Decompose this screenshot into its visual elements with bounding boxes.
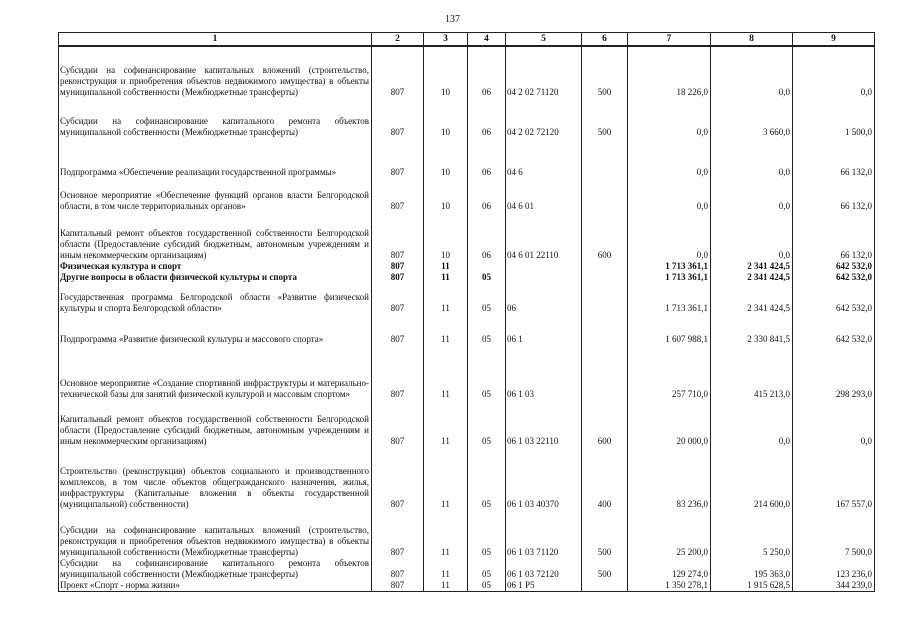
cell-item-name: Основное мероприятие «Обеспечение функций органов власти Белгородской области, в том числе территориальных органов» (59, 178, 372, 212)
cell-expense-type (582, 178, 628, 212)
cell-expense-type (582, 283, 628, 322)
cell-amount-1: 1 713 361,1 (628, 261, 711, 272)
cell-section: 11 (424, 261, 468, 272)
table-row (59, 580, 875, 592)
cell-item-name: Основное мероприятие «Создание спортивной инфраструктуры и материально-технической базы для занятий физической культурой и массовым спортом» (59, 353, 372, 400)
cell-subsection: 05 (468, 353, 506, 400)
cell-item-name: Субсидии на софинансирование капитального ремонта объектов муниципальной собственности (Межбюджетные трансферты) (59, 558, 372, 580)
cell-section: 11 (424, 283, 468, 322)
cell-item-name: Капитальный ремонт объектов государственной собственности Белгородской области (Предоставление субсидий бюджетным, автономным учреждениям и иным некоммерческим организациям) (59, 212, 372, 261)
cell-amount-2: 2 330 841,5 (711, 322, 793, 353)
cell-amount-1: 0,0 (628, 212, 711, 261)
cell-amount-2: 0,0 (711, 148, 793, 178)
cell-expense-type: 500 (582, 108, 628, 148)
cell-item-name: Субсидии на софинансирование капитальных вложений (строительство, реконструкция и приобретения объектов недвижимого имущества) в объекты муниципальной собственности (Межбюджетные трансферты) (59, 46, 372, 108)
cell-amount-2: 0,0 (711, 212, 793, 261)
table-row (59, 46, 875, 108)
cell-target-article: 06 (506, 283, 582, 322)
table-row (59, 283, 875, 322)
cell-expense-type: 600 (582, 212, 628, 261)
cell-section: 10 (424, 178, 468, 212)
cell-amount-2: 0,0 (711, 400, 793, 447)
cell-amount-1: 83 236,0 (628, 447, 711, 510)
cell-amount-1: 0,0 (628, 178, 711, 212)
table-row (59, 322, 875, 353)
cell-target-article (506, 261, 582, 272)
cell-target-article (506, 272, 582, 283)
cell-item-name: Другие вопросы в области физической культуры и спорта (59, 272, 372, 283)
header-cell-8: 8 (711, 33, 793, 47)
cell-target-article: 04 2 02 71120 (506, 46, 582, 108)
cell-amount-3: 7 500,0 (793, 510, 875, 558)
header-cell-7: 7 (628, 33, 711, 47)
cell-amount-3: 66 132,0 (793, 212, 875, 261)
cell-amount-2: 2 341 424,5 (711, 272, 793, 283)
cell-expense-type (582, 148, 628, 178)
table-row (59, 178, 875, 212)
cell-expense-type: 500 (582, 510, 628, 558)
cell-item-name: Капитальный ремонт объектов государственной собственности Белгородской области (Предоставление субсидий бюджетным, автономным учреждениям и иным некоммерческим организациям) (59, 400, 372, 447)
cell-amount-1: 1 607 988,1 (628, 322, 711, 353)
cell-amount-1: 25 200,0 (628, 510, 711, 558)
cell-amount-2: 0,0 (711, 46, 793, 108)
table-row (59, 400, 875, 447)
cell-admin-code: 807 (372, 212, 424, 261)
cell-target-article: 04 6 01 (506, 178, 582, 212)
cell-admin-code: 807 (372, 580, 424, 592)
cell-amount-1: 129 274,0 (628, 558, 711, 580)
cell-amount-1: 0,0 (628, 148, 711, 178)
cell-section: 10 (424, 108, 468, 148)
cell-target-article: 04 6 (506, 148, 582, 178)
cell-subsection: 05 (468, 322, 506, 353)
cell-item-name: Субсидии на софинансирование капитального ремонта объектов муниципальной собственности (Межбюджетные трансферты) (59, 108, 372, 148)
cell-amount-2: 3 660,0 (711, 108, 793, 148)
cell-target-article: 04 2 02 72120 (506, 108, 582, 148)
cell-admin-code: 807 (372, 283, 424, 322)
cell-amount-3: 642 532,0 (793, 283, 875, 322)
cell-section: 11 (424, 510, 468, 558)
cell-admin-code: 807 (372, 46, 424, 108)
cell-subsection: 05 (468, 558, 506, 580)
cell-amount-1: 0,0 (628, 108, 711, 148)
cell-subsection: 06 (468, 178, 506, 212)
cell-subsection: 05 (468, 272, 506, 283)
cell-target-article: 06 1 03 40370 (506, 447, 582, 510)
cell-amount-3: 344 239,0 (793, 580, 875, 592)
page-number: 137 (445, 14, 460, 25)
cell-section: 11 (424, 322, 468, 353)
cell-amount-3: 642 532,0 (793, 261, 875, 272)
cell-expense-type: 600 (582, 400, 628, 447)
cell-section: 11 (424, 272, 468, 283)
cell-item-name: Подпрограмма «Обеспечение реализации государственной программы» (59, 148, 372, 178)
cell-amount-2: 1 915 628,5 (711, 580, 793, 592)
header-cell-6: 6 (582, 33, 628, 47)
cell-admin-code: 807 (372, 178, 424, 212)
cell-section: 11 (424, 558, 468, 580)
cell-amount-3: 642 532,0 (793, 322, 875, 353)
table-row (59, 558, 875, 580)
cell-subsection: 05 (468, 283, 506, 322)
header-cell-9: 9 (793, 33, 875, 47)
cell-subsection: 06 (468, 212, 506, 261)
cell-amount-2: 2 341 424,5 (711, 261, 793, 272)
table-row (59, 108, 875, 148)
cell-expense-type (582, 353, 628, 400)
cell-target-article: 04 6 01 22110 (506, 212, 582, 261)
cell-amount-2: 0,0 (711, 178, 793, 212)
cell-item-name: Физическая культура и спорт (59, 261, 372, 272)
cell-amount-2: 5 250,0 (711, 510, 793, 558)
cell-target-article: 06 1 03 22110 (506, 400, 582, 447)
cell-expense-type: 500 (582, 46, 628, 108)
cell-admin-code: 807 (372, 272, 424, 283)
cell-admin-code: 807 (372, 148, 424, 178)
cell-amount-3: 66 132,0 (793, 178, 875, 212)
cell-expense-type (582, 272, 628, 283)
cell-amount-2: 195 363,0 (711, 558, 793, 580)
header-cell-4: 4 (468, 33, 506, 47)
cell-amount-3: 0,0 (793, 46, 875, 108)
cell-subsection: 05 (468, 510, 506, 558)
table-body (59, 46, 875, 592)
cell-amount-3: 0,0 (793, 400, 875, 447)
cell-target-article: 06 1 (506, 322, 582, 353)
header-cell-5: 5 (506, 33, 582, 47)
cell-amount-1: 1 350 278,1 (628, 580, 711, 592)
header-cell-3: 3 (424, 33, 468, 47)
cell-section: 10 (424, 46, 468, 108)
cell-item-name: Строительство (реконструкция) объектов социального и производственного комплексов, в том числе объектов общегражданского назначения, жилья, инфраструктуры (Капитальные вложения в объекты государственной (муниципальной) собственности) (59, 447, 372, 510)
cell-admin-code: 807 (372, 322, 424, 353)
cell-amount-3: 167 557,0 (793, 447, 875, 510)
cell-amount-1: 1 713 361,1 (628, 283, 711, 322)
cell-subsection: 06 (468, 148, 506, 178)
cell-admin-code: 807 (372, 108, 424, 148)
cell-expense-type (582, 322, 628, 353)
cell-admin-code: 807 (372, 558, 424, 580)
cell-amount-3: 123 236,0 (793, 558, 875, 580)
budget-table (58, 32, 875, 592)
cell-subsection (468, 261, 506, 272)
table-row (59, 272, 875, 283)
cell-section: 10 (424, 148, 468, 178)
cell-expense-type: 400 (582, 447, 628, 510)
table-row (59, 353, 875, 400)
cell-subsection: 05 (468, 400, 506, 447)
cell-amount-3: 66 132,0 (793, 148, 875, 178)
cell-item-name: Проект «Спорт - норма жизни» (59, 580, 372, 592)
cell-section: 11 (424, 400, 468, 447)
cell-expense-type (582, 580, 628, 592)
cell-expense-type (582, 261, 628, 272)
cell-subsection: 06 (468, 108, 506, 148)
cell-amount-3: 642 532,0 (793, 272, 875, 283)
cell-section: 11 (424, 580, 468, 592)
table-row (59, 212, 875, 261)
cell-section: 11 (424, 447, 468, 510)
cell-section: 11 (424, 353, 468, 400)
cell-amount-1: 1 713 361,1 (628, 272, 711, 283)
header-cell-2: 2 (372, 33, 424, 47)
cell-admin-code: 807 (372, 510, 424, 558)
table-row (59, 261, 875, 272)
cell-amount-1: 20 000,0 (628, 400, 711, 447)
cell-item-name: Подпрограмма «Развитие физической культуры и массового спорта» (59, 322, 372, 353)
cell-item-name: Государственная программа Белгородской области «Развитие физической культуры и спорта Белгородской области» (59, 283, 372, 322)
cell-admin-code: 807 (372, 353, 424, 400)
header-row (59, 33, 875, 47)
cell-admin-code: 807 (372, 261, 424, 272)
cell-admin-code: 807 (372, 447, 424, 510)
cell-amount-2: 2 341 424,5 (711, 283, 793, 322)
cell-amount-2: 214 600,0 (711, 447, 793, 510)
cell-target-article: 06 1 03 72120 (506, 558, 582, 580)
cell-expense-type: 500 (582, 558, 628, 580)
cell-amount-3: 1 500,0 (793, 108, 875, 148)
header-cell-name: 1 (59, 33, 372, 47)
cell-amount-3: 298 293,0 (793, 353, 875, 400)
cell-target-article: 06 1 03 71120 (506, 510, 582, 558)
table-row (59, 447, 875, 510)
cell-amount-1: 257 710,0 (628, 353, 711, 400)
cell-admin-code: 807 (372, 400, 424, 447)
cell-amount-1: 18 226,0 (628, 46, 711, 108)
cell-section: 10 (424, 212, 468, 261)
cell-target-article: 06 1 03 (506, 353, 582, 400)
cell-subsection: 05 (468, 447, 506, 510)
table-row (59, 510, 875, 558)
cell-subsection: 05 (468, 580, 506, 592)
cell-subsection: 06 (468, 46, 506, 108)
cell-target-article: 06 1 P5 (506, 580, 582, 592)
cell-amount-2: 415 213,0 (711, 353, 793, 400)
cell-item-name: Субсидии на софинансирование капитальных вложений (строительство, реконструкция и приобретения объектов недвижимого имущества) в объекты муниципальной собственности (Межбюджетные трансферты) (59, 510, 372, 558)
table-row (59, 148, 875, 178)
